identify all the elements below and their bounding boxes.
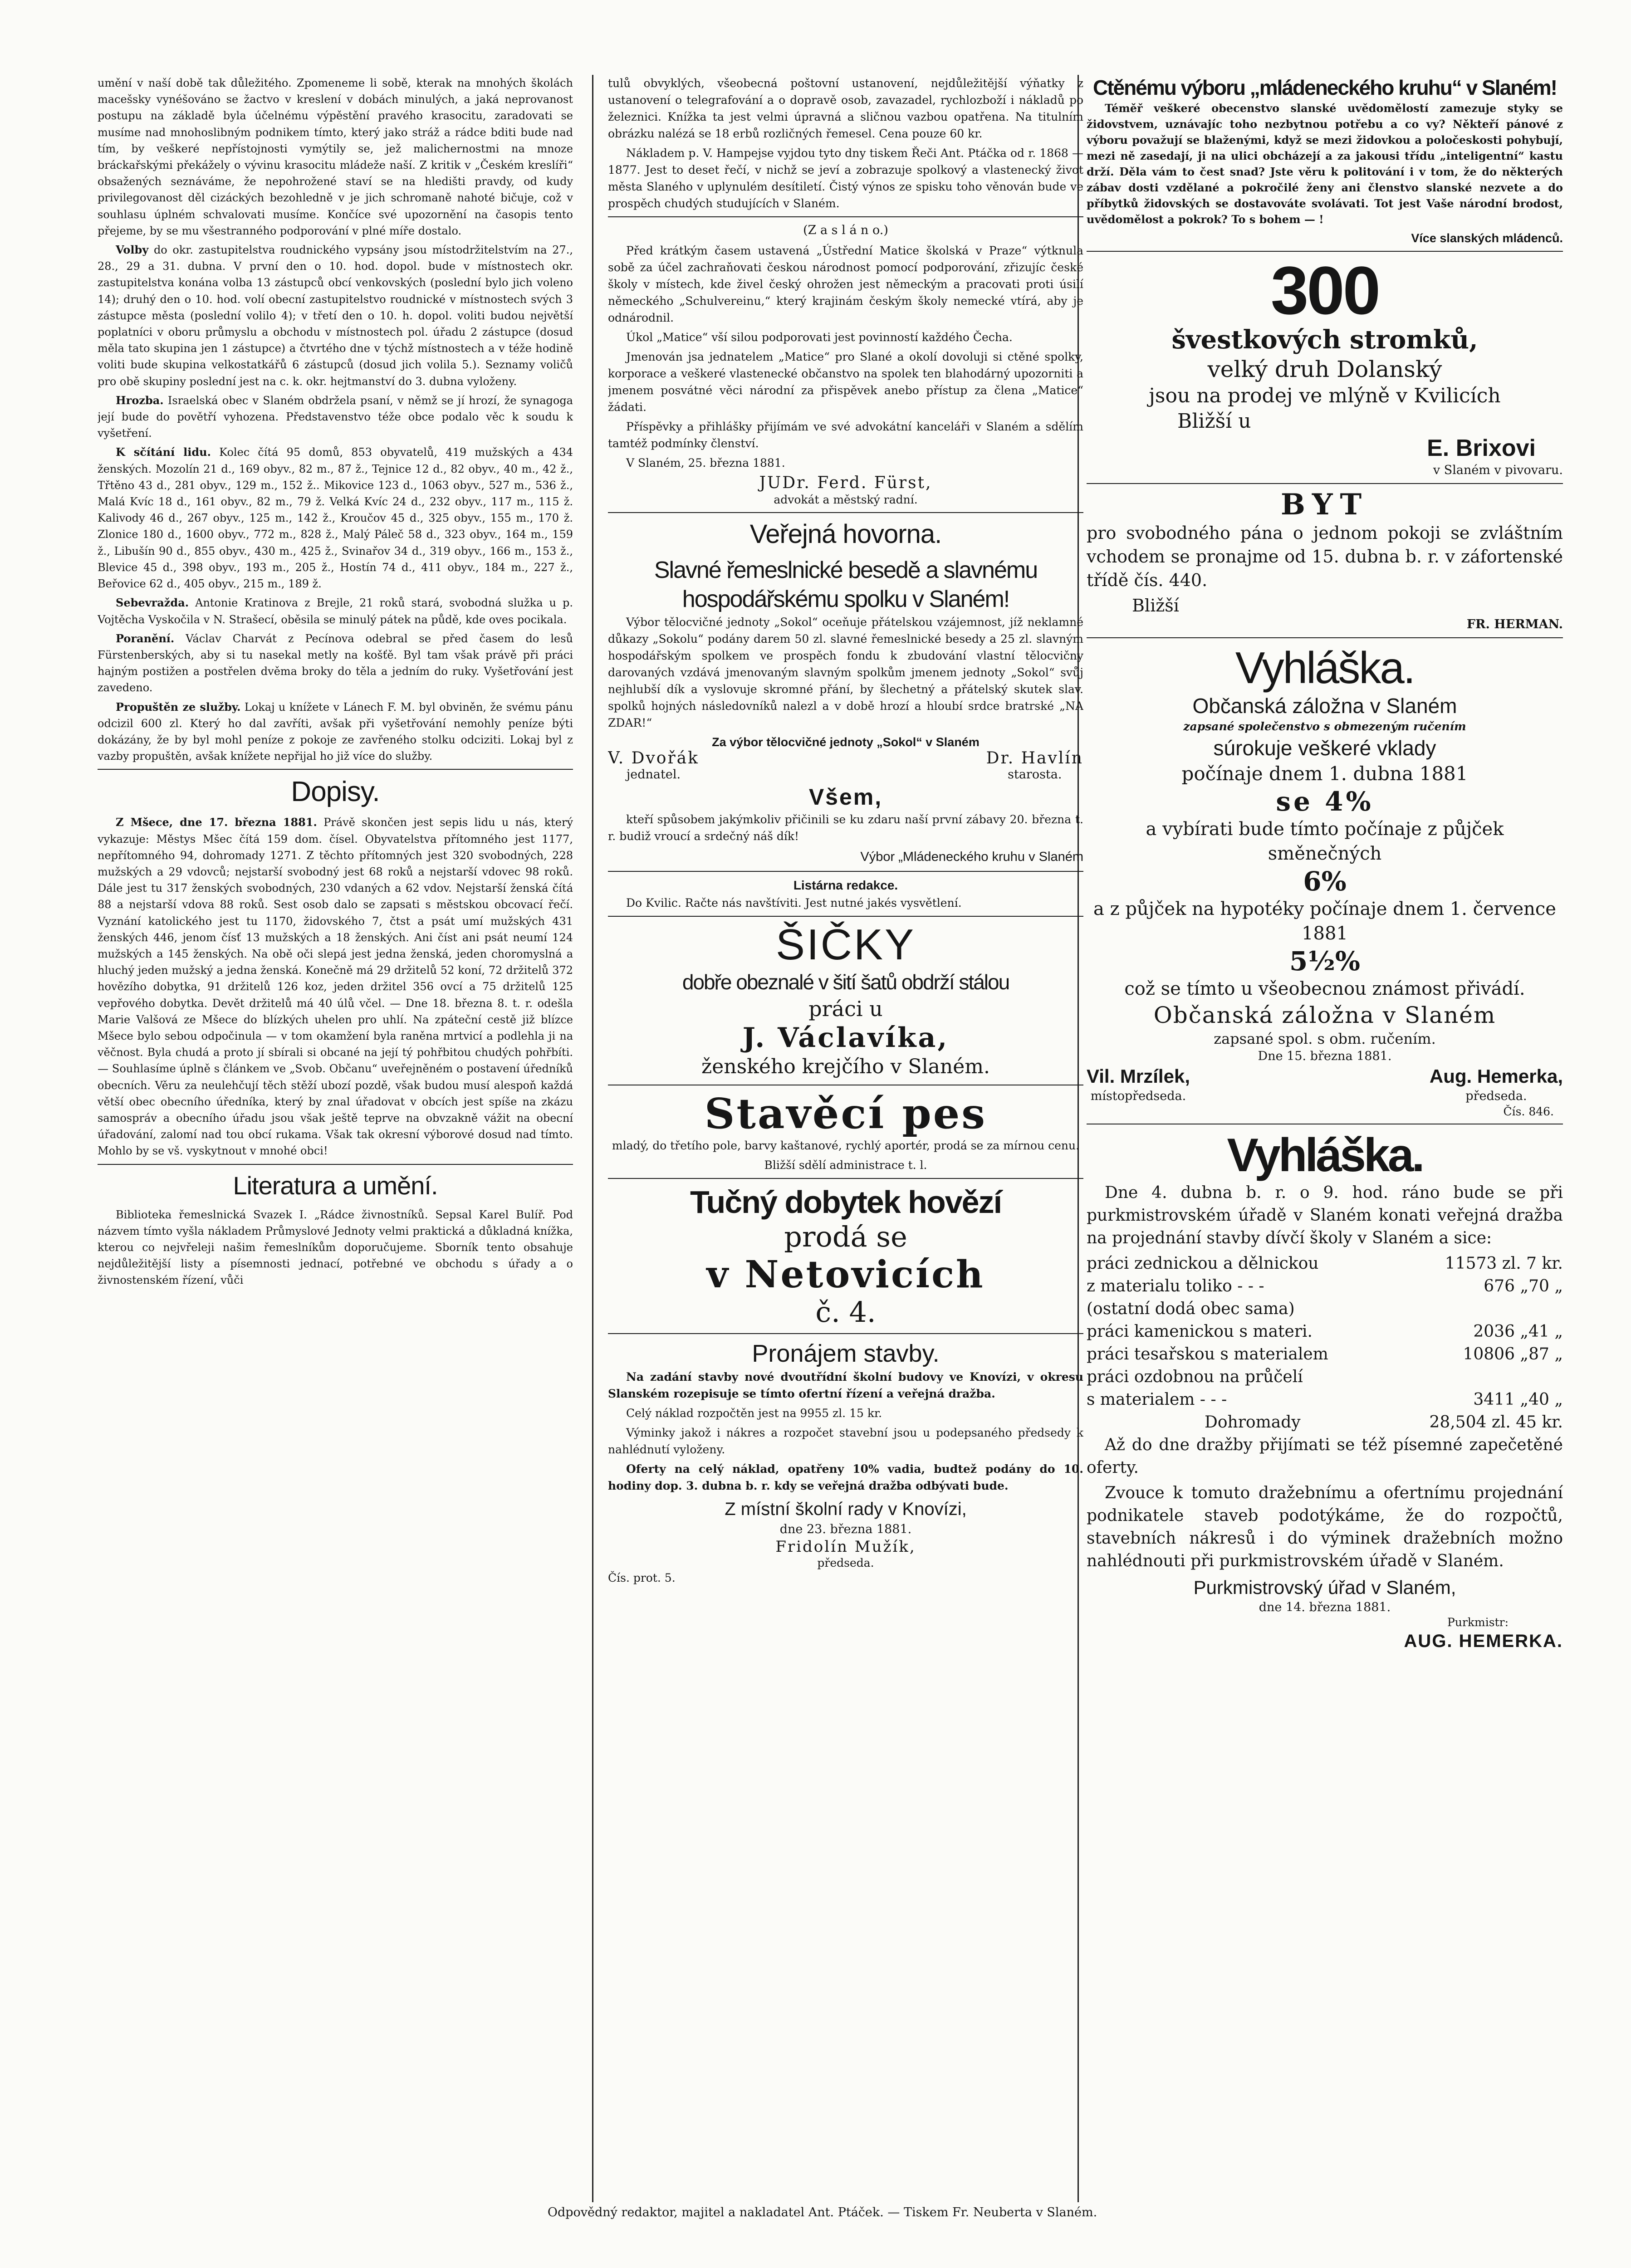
ad-rate: 5½%: [1289, 946, 1360, 977]
signature-title: předseda.: [1465, 1089, 1527, 1103]
news-item-sebevrazda: [98, 595, 573, 627]
cost-row: [1087, 1275, 1563, 1298]
cost-list: [1087, 1252, 1563, 1411]
ad-stromky: [1087, 252, 1563, 479]
ad-signature: FR. HERMAN.: [1466, 617, 1563, 631]
ad-line: velký druh Dolanský: [1207, 356, 1442, 382]
ad-line: a z půjček na hypotéky počínaje dnem 1. července 1881: [1093, 899, 1556, 944]
ad-text: Na zadání stavby nové dvoutřídní školní budovy ve Knovízi, v okresu Slanském rozepisuje se tímto ofertní řízení a veřejná dražba.: [608, 1370, 1083, 1400]
section-divider: [1087, 637, 1563, 638]
ad-line: počínaje dnem 1. dubna 1881: [1181, 763, 1468, 785]
news-label: Sebevražda.: [116, 596, 189, 610]
news-item-volby: [98, 242, 573, 390]
signature-name: JUDr. Ferd. Fürst,: [759, 473, 932, 492]
section-divider: [98, 769, 573, 770]
ad-rate: 6%: [1303, 866, 1347, 897]
ad-pes: [608, 1090, 1083, 1173]
column-1: [98, 75, 573, 1291]
ad-line: švestkových stromků,: [1171, 325, 1478, 355]
news-item-scitani: [98, 444, 573, 592]
ad-line: v Netovicích: [706, 1252, 985, 1296]
letter-paragraph: Téměř veškeré obecenstvo slanské uvědomělostí zamezuje styky se židovstvem, uznávajíc toho nezbytnou potřebu a co vy? Někteří pánové z výboru považují se blaženými, když se mezi židovkou a poločeskosti pohybují, mezi ně zasedají, ji na ulici obcházejí a za jakousi třídu „inteligentní“ kastu drží. Děla vám to čest snad? Jste věru k politování i v tom, že do některých zábav dosti vzdělané a pokročilé ženy ani členstvo slanské nezvete a do příbytků židovských se dostavováte svolávati. Tot jest Vaše národní brodost, uvědomělost a pokrok? To s bohem — !: [1087, 102, 1563, 226]
cost-row: [1087, 1320, 1563, 1343]
zaslano-title: (Z a s l á n o.): [803, 223, 888, 237]
news-text: Kolec čítá 95 domů, 853 obyvatelů, 419 mužských a 434 ženských. Mozolín 21 d., 169 obyv., 82 m., 87 ž., Tejnice 12 d., 82 obyv., 40 m., 42 ž., Třtěno 43 d., 281 obyv., 129 m., 152 ž.. Mikovice 123 d., 1063 obyv., 527 m., 536 ž., Malá Kvíc 18 d., 161 obyv., 82 m., 79 ž. Velká Kvíc 24 d., 232 obyv., 117 m., 115 ž. Kalivody 46 d., 267 obyv., 125 m., 142 ž., Kroučov 45 d., 325 obyv., 155 m., 170 ž. Zlonice 180 d., 1600 obyv., 772 m., 828 ž., Malý Páleč 58 d., 323 obyv., 164 m., 159 ž., Libušín 90 d., 855 obyv., 430 m., 425 ž., Svinařov 34 d., 319 obyv., 166 m., 153 ž., Blevice 45 d., 398 obyv., 193 m., 205 ž., Hostín 74 d., 411 obyv., 184 m., 227 ž., Beřovice 62 d., 405 obyv., 215 m., 189 ž.: [98, 446, 573, 591]
reference-number: Čís. 846.: [1503, 1105, 1554, 1118]
imprint-footer: Odpovědný redaktor, majitel a nakladatel Ant. Ptáček. — Tiskem Fr. Neuberta v Slaném.: [547, 2205, 1097, 2219]
vsem-paragraph: kteří spůsobem jakýmkoliv přičinili se ku zdaru naší první zábavy 20. března t. r. budiž vroucí a srdečný náš dík!: [608, 812, 1083, 843]
signature-title: předseda.: [817, 1556, 874, 1569]
column-divider: [592, 75, 593, 2202]
signature-row: [1087, 1065, 1563, 1105]
section-divider: [1087, 483, 1563, 484]
ad-title: Pronájem stavby.: [752, 1339, 940, 1367]
ad-title: BYT: [1280, 488, 1369, 522]
zaslano-place: V Slaném, 25. března 1881.: [626, 456, 785, 469]
ad-date: dne 23. března 1881.: [779, 1522, 912, 1536]
article-text: Právě skončen jest sepis lidu u nás, který vykazuje: Městys Mšec čítá 159 dom. čísel. Obyvatelstva přítomného jest 1177, nepřítomného 94, dohromady 1271. Z těchto přítomných jest 320 svobodných, 228 mužských a 29 vdovců; nejstarší svobodný jest 68 roků a nejstarší vdovec 98 roků. Dále jest tu 317 ženských svobodných, 230 vdaných a 62 vdov. Nejstarší ženská čítá 88 a nejstarší vdova 88 roků. Sest osob dalo se zapsati s městskou obcovací řečí. Vyznání katolického jest tu 1170, židovského 7, čtst a psát umí mužských 431 ženských 446, jenom čísť 13 mužských a 18 ženských. Ani číst ani psát neumí 124 mužských a 145 ženských. Na obě oči slepá jest jedna ženská, jeden choromyslná a hluchý jeden mužský a jedna ženská. Konečně má 29 držitelů 52 koní, 72 držitelů 372 hovězího dobytka, 91 držitelů 126 koz, jeden držitel 356 ovcí a 75 držitelů 125 vepřového dobytka. Devět držitelů má 40 úlů včel. — Dne 18. března 8. t. r. odešla Marie Valšová ze Mšece do blízkých uhelen pro uhlí. Na zpáteční cestě již blízce Mšece bylo sebou odpočinula — v tom okamžení byla raněna mrtvicí a podlehla ji na věčnost. Byla chudá a proto jí sbírali si obcané na její tý pohřbitou chudých pohřbíti. — Souhlasíme úplně s článkem ve „Svob. Občanu“ uveřejněném o postavení úředníků obecních. Věru za neulehčují těch stěží ubozí pozdě, však budou musí alespoň každá větší obec obecního úředníka, který by znal úřadovat v obcích jest spíše na zkázu samospráv a obecního úřadu jsou však ještě teprve na obvzakně vážit na obecní úřadování, zalomí nad tou obcí rukama. Však tak okresní výborové dosud nad tímto. Mohlo by se vš. vyskytnout v mnohé obci!: [98, 816, 573, 1158]
section-divider: [98, 1164, 573, 1165]
signature-name: Dr. Havlín: [986, 748, 1083, 767]
article-paragraph: tulů obvyklých, všeobecná poštovní ustanovení, nejdůležitější výňatky z ustanovení o telegrafování a o dopravě osob, zavazadel, rychlozboží i nákladů po železnici. Knížka ta jest velmi úpravná a sličnou vazbou opatřena. Na titulním obrázku nalézá se 18 erbů rozličných řemesel. Cena pouze 60 kr.: [608, 77, 1083, 140]
ad-line: č. 4.: [815, 1295, 876, 1329]
news-item-poraneni: [98, 631, 573, 696]
ad-vyhlaska-zalozna: [1087, 643, 1563, 1119]
listarna-title: Listárna redakce.: [793, 878, 898, 892]
cost-row: [1087, 1366, 1563, 1388]
ad-text: Výminky jakož i nákres a rozpočet stavební jsou u podepsaného předsedy k nahlédnutí vyloženy.: [608, 1426, 1083, 1456]
cost-row: [1087, 1343, 1563, 1366]
ad-dobytek: [608, 1183, 1083, 1329]
news-label: Hrozba.: [116, 393, 164, 407]
article-paragraph: umění v naší době tak důležitého. Zpomeneme li sobě, kterak na mnohých školách macešsky vynéšováno se žactvo v kreslení v dobách minulých, a jaká neprovanost postupu na základě byla účelnému výpěstění pravého krasocitu, zaradovati se musíme nad mnohoslibným podnikem tímto, který jako stráž a rádce bditi bude nad tím, by veškeré nepřístojnosti vymýtily se, jež malichernostmi na mnoze bráckařskými překážely o vývinu krasocitu mládeže naší. Z kritik v „Českém kreslíři“ obsažených seznáváme, že nepohrožené staví se na hledišti pravdy, od kudy privilegovanost děl cizáckých bezohledně v je jich schromaně nahoté bičuje, což v souhlasu úplném schvalovati musíme. Končíce své upozornění na časopis tento přejeme, by se mu všestranného podporování v plné míře dostalo.: [98, 77, 573, 237]
zaslano-paragraph: Úkol „Matice“ vší silou podporovati jest povinností každého Čecha.: [626, 330, 1013, 344]
section-divider: [1087, 251, 1563, 252]
zaslano-paragraph: Před krátkým časem ustavená „Ústřední Matice školská v Praze“ výtknula sobě za účel zachraňovati českou národnost pomocí podporování, zřizujíc české školy v místech, kde živel český ohrožen jest německým a pracovati proti úsilí německého „Schulvereinu,“ který krajinám českým školy nemecké vtírá, aby je odnárodnil.: [608, 244, 1083, 324]
signature-title: advokát a městský radní.: [774, 493, 918, 506]
section-divider: [608, 1178, 1083, 1179]
zaslano-paragraph: Příspěvky a přihlášky přijímám ve své advokátní kanceláři v Slaném a sdělím tamtéž podmínky členství.: [608, 420, 1083, 450]
ad-title: Vyhláška.: [1227, 1129, 1423, 1182]
cost-label: práci ozdobnou na průčelí: [1087, 1368, 1303, 1386]
hovorna-paragraph: Výbor tělocvičné jednoty „Sokol“ oceňuje přátelskou vzájemnost, jíž neklamné důkazy „Sokolu“ podány darem 50 zl. slavné řemeslnické besedy a 25 zl. slavným hospodářským spolkem ve prospěch fondu k zbudování vlastní tělocvičny darovaných vzdává jmenovaným slavným spolkům jmenem jednoty „Sokol“ svůj nejhlubší dík a vyslovuje skromné přání, by šlechetný a přátelský skutek slav. spolků hojných následovníků nalezl a v době hrozí a hloubí srdce bratrské „NA ZDAR!“: [608, 615, 1083, 729]
ad-line: což se tímto u všeobecnou známost přivádí.: [1124, 978, 1525, 999]
section-title-dopisy: Dopisy.: [291, 776, 380, 808]
cost-amount: 2036 „41 „: [1473, 1322, 1563, 1341]
signature-row: [608, 750, 1083, 783]
ad-line: zapsané společenstvo s obmezeným ručením: [1183, 720, 1466, 733]
ad-org: Purkmistrovský úřad v Slaném,: [1193, 1577, 1456, 1598]
cost-total-amount: 28,504 zl. 45 kr.: [1429, 1413, 1563, 1432]
signature-block: [986, 750, 1083, 783]
ad-vyhlaska-skola: [1087, 1129, 1563, 1652]
signature-block: [1087, 1065, 1190, 1105]
ad-line: v Slaném v pivovaru.: [1433, 463, 1563, 477]
cost-label: práci zednickou a dělnickou: [1087, 1254, 1319, 1273]
signature-name: Vil. Mrzílek,: [1087, 1066, 1190, 1087]
ad-signature-heading: Z místní školní rady v Knovízi,: [725, 1499, 967, 1519]
cost-amount: 11573 zl. 7 kr.: [1445, 1254, 1563, 1273]
hovorna-addressee: Slavné řemeslnické besedě a slavnému hospodářskému spolku v Slaném!: [654, 557, 1038, 612]
ad-title: Vyhláška.: [1235, 643, 1415, 693]
news-item-hrozba: [98, 392, 573, 442]
news-label: K sčítání lidu.: [116, 445, 211, 459]
news-text: Antonie Kratinova z Brejle, 21 roků stará, svobodná služka u p. Vojtěcha Vyskočila v N. Strašecí, oběsila se minulý pátek na půdě, kde oves pocikala.: [98, 596, 573, 626]
signature-title: starosta.: [1008, 767, 1062, 782]
cost-row: [1087, 1252, 1563, 1275]
section-divider: [608, 512, 1083, 513]
cost-label: (ostatní dodá obec sama): [1087, 1300, 1295, 1318]
signature-role: Purkmistr:: [1447, 1616, 1509, 1629]
ad-text: Oferty na celý náklad, opatřeny 10% vadia, budtež podány do 10. hodiny dop. 3. dubna b. r. kdy se veřejná dražba odbývati bude.: [608, 1462, 1083, 1492]
signature-name: Fridolín Mužík,: [775, 1537, 916, 1556]
ad-number: 300: [1270, 252, 1379, 328]
ad-line: dobře obeznalé v šití šatů obdrží stálou: [682, 970, 1009, 994]
cost-row: [1087, 1388, 1563, 1411]
cost-label: práci tesařskou s materialem: [1087, 1345, 1328, 1364]
cost-total-label: Dohromady: [1205, 1413, 1301, 1432]
ad-org: Občanská záložna v Slaném: [1153, 1002, 1496, 1028]
cost-amount: 10806 „87 „: [1463, 1345, 1563, 1364]
column-3: [1087, 75, 1563, 1655]
cost-total: [1087, 1411, 1563, 1434]
cost-label: s materialem - - -: [1087, 1390, 1227, 1409]
cost-row: [1087, 1298, 1563, 1320]
section-divider: [608, 871, 1083, 872]
zaslano-paragraph: Jmenován jsa jednatelem „Matice“ pro Slané a okolí dovoluji si ctěné spolky, korporace a veškeré vlastenecké občanstvo na spolek ten blahodárný upozorniti a jmenem posvátné věci národní za přispěvek anebo přístup za člena „Matice“ žádati.: [608, 350, 1083, 414]
ad-line: súrokuje veškeré vklady: [1213, 736, 1436, 760]
article-paragraph: [98, 814, 573, 1159]
ad-sicky: [608, 921, 1083, 1080]
news-label: Propuštěn ze služby.: [116, 700, 241, 714]
ad-byt: [1087, 489, 1563, 633]
ad-title: Stavěcí pes: [704, 1089, 987, 1138]
signature-name: Aug. Hemerka,: [1429, 1066, 1563, 1087]
ad-name: E. Brixovi: [1427, 435, 1536, 461]
ad-date: dne 14. března 1881.: [1259, 1600, 1391, 1614]
ad-line: zapsané spol. s obm. ručením.: [1214, 1030, 1436, 1047]
news-text: Lokaj u knížete v Lánech F. M. byl obviněn, že svému pánu odcizil 600 zl. Který ho dal zavříti, avšak při vyšetřování nemohly peníze býti dokázány, že by byl mohl peníze z pokoje ze zavřeného stolku odciziti. Lokaj byl z vazby propuštěn, avšak knížete nepřijal ho již více do služby.: [98, 700, 573, 763]
ad-date: Dne 15. března 1881.: [1258, 1049, 1392, 1063]
reference-number: Čís. prot. 5.: [608, 1571, 676, 1584]
article-paragraph: Nákladem p. V. Hampejse vyjdou tyto dny tiskem Řeči Ant. Ptáčka od r. 1868 — 1877. Jest to deset řečí, v nichž se jeví a zobrazuje spolkový a vlastenecký život města Slaného v uplynulém desítiletí. Čistý výnos ze spisku toho věnován bude ve prospěch chudých studujících v Slaném.: [608, 147, 1083, 210]
dateline: Z Mšece, dne 17. března 1881.: [116, 816, 317, 829]
ad-line: jsou na prodej ve mlýně v Kvilicích: [1149, 384, 1501, 407]
ad-title: Tučný dobytek hovězí: [690, 1184, 1002, 1220]
ad-name: J. Václavíka,: [742, 1022, 949, 1054]
vsem-title: Všem,: [808, 784, 883, 810]
cost-amount: 3411 „40 „: [1473, 1390, 1563, 1409]
cost-label: z materialu toliko - - -: [1087, 1277, 1264, 1295]
news-item-propusten: [98, 699, 573, 765]
ad-text: Bližší sdělí administrace t. l.: [764, 1158, 927, 1172]
article-paragraph: Biblioteka řemeslnická Svazek I. „Rádce živnostníků. Sepsal Karel Bulíř. Pod názvem tímto vyšla nákladem Průmyslové Jednoty velmi praktická a důkladná knížka, kterou co nejvřeleji našim řemeslníkům doporučujeme. Sborník tento obsahuje nejdůležitější listy a písemnosti jednací, potřebné ve obchodu s úřady a o živnostenském řízení, vůči: [98, 1208, 573, 1287]
signature-title: jednatel.: [626, 767, 681, 782]
section-title-hovorna: Veřejná hovorna.: [749, 519, 942, 549]
vsem-signature: Výbor „Mládeneckého kruhu v Slaném: [860, 849, 1083, 864]
ad-line: Bližší u: [1177, 410, 1251, 433]
ad-line: ženského krejčího v Slaném.: [701, 1055, 990, 1078]
ad-pronajem: [608, 1339, 1083, 1586]
signature-heading: Za výbor tělocvičné jednoty „Sokol“ v Slaném: [712, 735, 980, 749]
ad-text: Zvouce k tomuto dražebnímu a ofertnímu projednání podnikatele staveb podotýkáme, že do rozpočtů, stavebních nákresů i do výminek dražebních možno nahlédnouti při purkmistrovském úřadě v Slaném.: [1087, 1484, 1563, 1570]
ad-text: Až do dne dražby přijímati se též písemné zapečetěné oferty.: [1087, 1436, 1563, 1477]
section-title-literatura: Literatura a umění.: [233, 1171, 438, 1200]
letter-title: Ctěnému výboru „mládeneckého kruhu“ v Slaném!: [1093, 76, 1557, 99]
news-text: do okr. zastupitelstva roudnického vypsány jsou místodržitelstvím na 27., 28., 29 a 31. dubna. V první den o 10. hod. dopol. bude v místnostech okr. zastupitelstva konána volba 13 zástupců obcí venkovských (poslední bylo jich voleno 14); druhý den o 10. hod. volí obecní zastupitelstvo roudnické v místnostech svých 3 zástupce města (poslední volilo 4); v třetí den o 10. h. dopol. voliti budou největší poplatníci v oboru průmyslu a obchodu v místnostech pol. úřadu 2 zástupce (dosud měla tato skupina jen 1 zástupce) a čtvrtého dne v týchž místnostech a v téže hodině voliti bude skupina velkostatkářů 6 zástupců (dosud jich volila 5.). Seznamy voličů pro obě skupiny poslední jest na c. k. okr. hejtmanství do 3. dubna vyloženy.: [98, 244, 573, 388]
cost-label: práci kamenickou s materi.: [1087, 1322, 1313, 1341]
ad-text: mladý, do třetího pole, barvy kaštanové, rychlý aportér, prodá se za mírnou cenu.: [612, 1139, 1080, 1152]
ad-line: práci u: [808, 996, 883, 1021]
listarna-paragraph: Do Kvilic. Račte nás navštíviti. Jest nutné jakés vysvětlení.: [626, 896, 962, 909]
section-divider: [608, 916, 1083, 917]
ad-text: pro svobodného pána o jednom pokoji se zvláštním vchodem se pronajme od 15. dubna b. r. v záfortenské třídě čís. 440.: [1087, 523, 1563, 590]
news-label: Poranění.: [116, 631, 175, 645]
ad-line: prodá se: [784, 1220, 907, 1253]
news-text: Václav Charvát z Pecínova odebral se před časem do lesů Fürstenberských, aby si tu nasekal metly na košťě. Byl tam však právě při práci hajným postižen a postřelen dvěma broky do těla a jedním do ruky. Vyšetřování jest zavedeno.: [98, 632, 573, 694]
column-2: [608, 75, 1083, 1589]
ad-text: Dne 4. dubna b. r. o 9. hod. ráno bude se při purkmistrovském úřadě v Slaném konati veřejná dražba na projednání stavby dívčí školy v Slaném a sice:: [1087, 1183, 1563, 1247]
cost-amount: 676 „70 „: [1484, 1277, 1563, 1295]
signature-name: AUG. HEMERKA.: [1404, 1631, 1563, 1651]
ad-line: a vybírati bude tímto počínaje z půjček směnečných: [1146, 819, 1504, 864]
section-divider: [608, 1333, 1083, 1334]
ad-title: ŠIČKY: [775, 920, 916, 969]
section-divider: [608, 216, 1083, 217]
ad-text: Bližší: [1132, 596, 1179, 616]
ad-text: Celý náklad rozpočtěn jest na 9955 zl. 15 kr.: [626, 1406, 882, 1420]
ad-line: Občanská záložna v Slaném: [1192, 694, 1457, 718]
signature-block: [1430, 1065, 1563, 1105]
news-label: Volby: [116, 243, 149, 257]
ad-rate: se 4%: [1276, 786, 1374, 817]
signature-title: místopředseda.: [1090, 1089, 1186, 1103]
signature-block: [608, 750, 699, 783]
newspaper-page: [98, 75, 1563, 2236]
signature-name: V. Dvořák: [608, 748, 699, 767]
letter-signature: Více slanských mládenců.: [1411, 231, 1563, 245]
news-text: Israelská obec v Slaném obdržela psaní, v němž se jí hrozí, že synagoga její bude do povětří vyhozena. Představenstvo téže obce podalo věc k soudu k vyšetření.: [98, 394, 573, 440]
